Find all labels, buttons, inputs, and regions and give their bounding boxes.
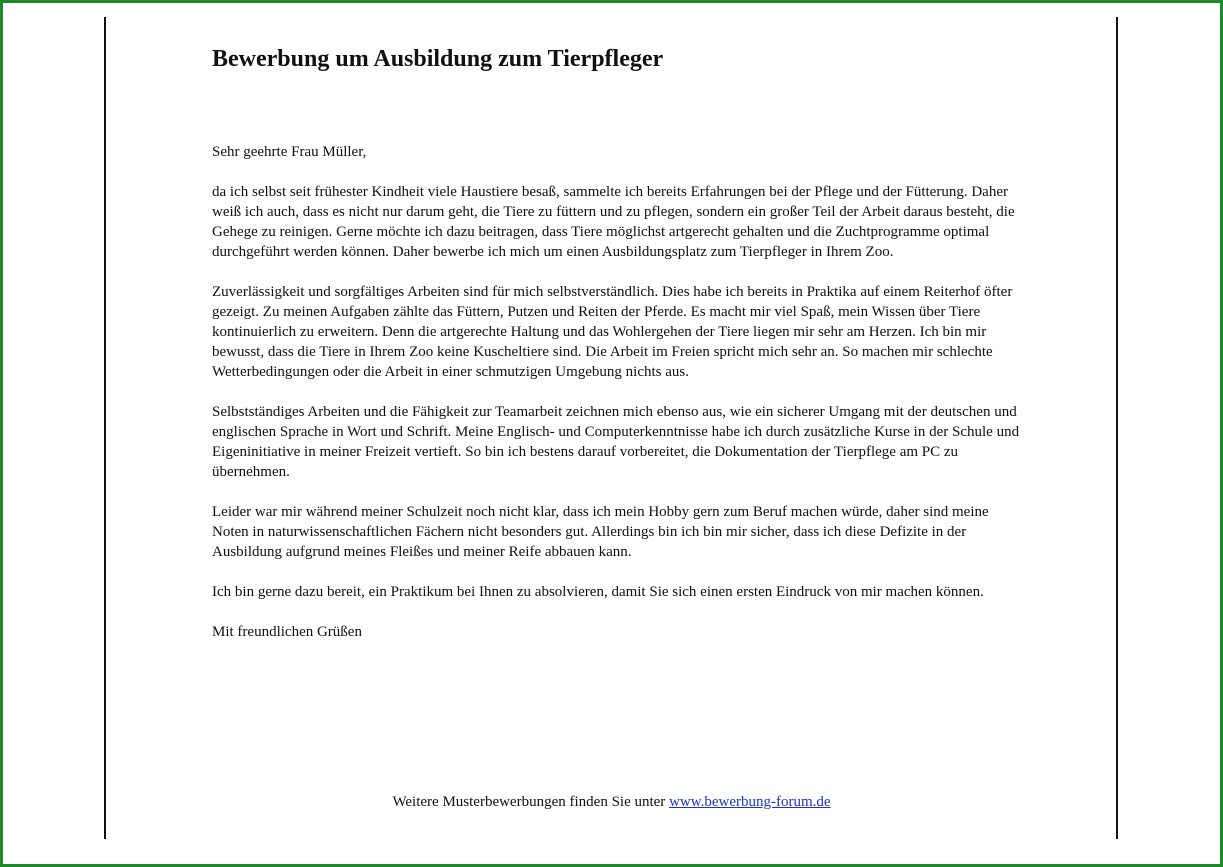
paragraph-internship: Ich bin gerne dazu bereit, ein Praktikum bei Ihnen zu absolvieren, damit Sie sich einen ersten Eindruck von mir machen können. xyxy=(212,584,984,600)
paragraph-skills: Selbstständiges Arbeiten und die Fähigkeit zur Teamarbeit zeichnen mich ebenso aus, wie ein sicherer Umgang mit der deutschen und englischen Sprache in Wort und Schrift. Meine Englisch- und Computerkenntnisse habe ich durch zusätzliche Kurse in der Schule und Eigeninitiative in meiner Freizeit vertieft. So bin ich bestens darauf vorbereitet, die Dokumentation der Tierpflege am PC zu übernehmen. xyxy=(212,404,1020,480)
right-margin-rule xyxy=(1116,17,1118,839)
left-margin-rule xyxy=(104,17,106,839)
paragraph-motivation: da ich selbst seit frühester Kindheit viele Haustiere besaß, sammelte ich bereits Erfahrungen bei der Pflege und der Fütterung. Daher weiß ich auch, dass es nicht nur darum geht, die Tiere zu füttern und zu pflegen, sondern ein großer Teil der Arbeit daraus besteht, die Gehege zu reinigen. Gerne möchte ich dazu beitragen, dass Tiere möglichst artgerecht gehalten und die Zuchtprogramme optimal durchgeführt werden können. Daher bewerbe ich mich um einen Ausbildungsplatz zum Tierpfleger in Ihrem Zoo. xyxy=(212,184,1015,260)
paragraph-reliability: Zuverlässigkeit und sorgfältiges Arbeiten sind für mich selbstverständlich. Dies habe ich bereits in Praktika auf einem Reiterhof öfter gezeigt. Zu meinen Aufgaben zählte das Füttern, Putzen und Reiten der Pferde. Es macht mir viel Spaß, mein Wissen über Tiere kontinuierlich zu erweitern. Denn die artgerechte Haltung und das Wohlergehen der Tiere liegen mir sehr am Herzen. Ich bin mir bewusst, dass die Tiere in Ihrem Zoo keine Kuscheltiere sind. Die Arbeit im Freien spricht mich sehr an. So machen mir schlechte Wetterbedingungen oder die Arbeit in einer schmutzigen Umgebung nichts aus. xyxy=(212,284,1013,380)
letter-body xyxy=(212,142,1022,642)
footer xyxy=(0,792,1223,812)
salutation: Sehr geehrte Frau Müller, xyxy=(212,144,367,160)
footer-text: Weitere Musterbewerbungen finden Sie unter xyxy=(392,794,670,810)
closing: Mit freundlichen Grüßen xyxy=(212,624,362,640)
page-title: Bewerbung um Ausbildung zum Tierpfleger xyxy=(212,46,664,72)
paragraph-grades: Leider war mir während meiner Schulzeit noch nicht klar, dass ich mein Hobby gern zum Beruf machen würde, daher sind meine Noten in naturwissenschaftlichen Fächern nicht besonders gut. Allerdings bin ich bin mir sicher, dass ich diese Defizite in der Ausbildung aufgrund meines Fleißes und meiner Reife abbauen kann. xyxy=(212,504,989,560)
footer-link[interactable]: www.bewerbung-forum.de xyxy=(669,794,831,810)
